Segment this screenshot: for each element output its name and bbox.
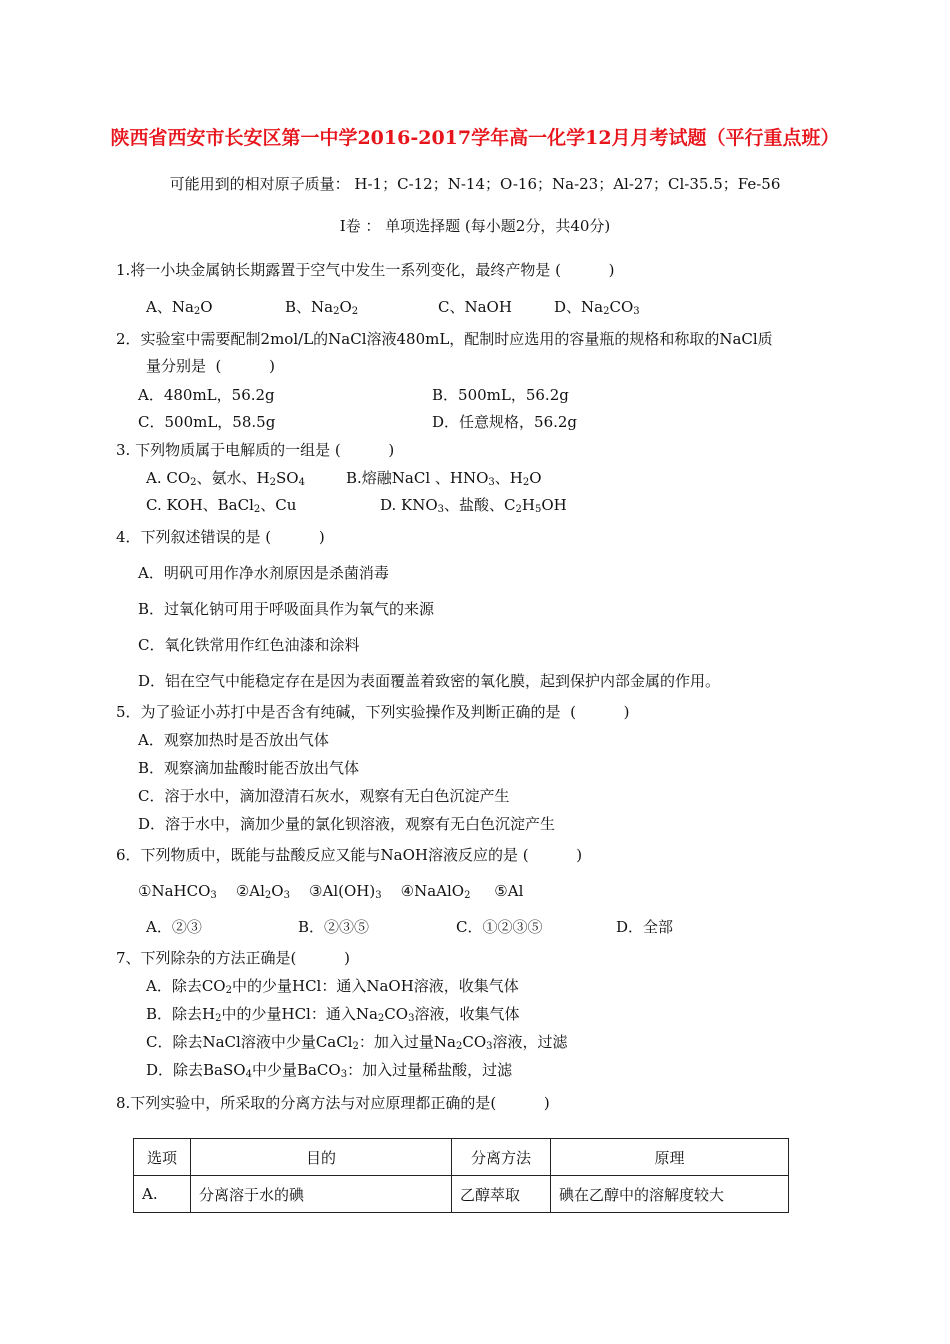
table-cell: A.: [134, 1176, 191, 1213]
question-7-option-b: B．除去$H_2$中的少量HCl：通入$Na_2CO_3$溶液，收集气体: [146, 1005, 520, 1024]
question-6-option-d: D．全部: [616, 918, 674, 936]
table-header-row: [134, 1139, 789, 1176]
question-6-option-c: C．①②③⑤: [456, 918, 543, 936]
question-5-option-d: D．溶于水中，滴加少量的氯化钡溶液，观察有无白色沉淀产生: [138, 815, 556, 833]
table-cell: 分离溶于水的碘: [191, 1176, 452, 1213]
separation-table: [133, 1138, 789, 1213]
section-heading: Ⅰ卷 ： 单项选择题 (每小题2分，共40分): [339, 217, 611, 235]
table-header-cell: 原理: [551, 1139, 789, 1176]
question-5-option-c: C．溶于水中，滴加澄清石灰水，观察有无白色沉淀产生: [138, 787, 510, 805]
question-3-option-d: D. $KNO_3$、盐酸、$C_2H_5OH$: [380, 496, 567, 515]
question-5-option-a: A．观察加热时是否放出气体: [138, 731, 329, 749]
question-6-option-b: B．②③⑤: [298, 918, 370, 936]
question-3-option-b: B.熔融NaCl 、$HNO_3$、$H_2O$: [346, 469, 542, 488]
question-2-option-c: C．500mL，58.5g: [138, 413, 276, 431]
question-3-option-c: C. KOH、BaCl$_2$、Cu: [146, 496, 297, 515]
question-6-option-a: A．②③: [146, 918, 202, 936]
atomic-masses: 可能用到的相对原子质量： H-1；C-12；N-14；O-16；Na-23；Al-27；Cl-35.5；Fe-56: [169, 175, 781, 193]
question-7-stem: 7、下列除杂的方法正确是( ): [116, 949, 350, 967]
question-2-stem-cont: 量分别是 ( ): [146, 357, 275, 375]
page-title: 陕西省西安市长安区第一中学2016-2017学年高一化学12月月考试题（平行重点班）: [110, 127, 840, 149]
table-header-cell: 选项: [134, 1139, 191, 1176]
question-3-stem: 3. 下列物质属于电解质的一组是 ( ): [116, 441, 395, 459]
question-1-option-d: D、$Na_2CO_3$: [554, 298, 640, 317]
question-1-option-c: C、NaOH: [438, 298, 512, 316]
question-5-option-b: B．观察滴加盐酸时能否放出气体: [138, 759, 360, 777]
question-3-option-a: A. $CO_2$、氨水、$H_2SO_4$: [146, 469, 305, 488]
table-header-cell: 目的: [191, 1139, 452, 1176]
question-1-stem: 1.将一小块金属钠长期露置于空气中发生一系列变化，最终产物是 ( ): [116, 261, 615, 279]
question-7-option-d: D．除去BaSO$_4$中少量BaCO$_3$：加入过量稀盐酸，过滤: [146, 1061, 513, 1080]
question-2-stem: 2．实验室中需要配制2mol/L的NaCl溶液480mL，配制时应选用的容量瓶的规格和称取的NaCl质: [116, 330, 773, 348]
question-5-stem: 5．为了验证小苏打中是否含有纯碱，下列实验操作及判断正确的是 ( ): [116, 703, 630, 721]
question-8-stem: 8.下列实验中，所采取的分离方法与对应原理都正确的是( ): [116, 1094, 550, 1112]
question-2-option-d: D．任意规格，56.2g: [432, 413, 578, 431]
question-4-option-c: C．氧化铁常用作红色油漆和涂料: [138, 636, 360, 654]
question-1-option-a: A、$Na_2O$: [146, 298, 213, 317]
table-header-cell: 分离方法: [452, 1139, 551, 1176]
question-4-stem: 4．下列叙述错误的是 ( ): [116, 528, 325, 546]
question-2-option-b: B．500mL，56.2g: [432, 386, 569, 404]
question-6-stem: 6．下列物质中，既能与盐酸反应又能与NaOH溶液反应的是 ( ): [116, 846, 583, 864]
question-7-option-c: C．除去NaCl溶液中少量CaCl$_2$：加入过量$Na_2CO_3$溶液，过滤: [146, 1033, 568, 1052]
question-7-option-a: A．除去$CO_2$中的少量HCl：通入NaOH溶液，收集气体: [146, 977, 519, 996]
question-1-option-b: B、$Na_2O_2$: [285, 298, 359, 317]
question-4-option-a: A．明矾可用作净水剂原因是杀菌消毒: [138, 564, 389, 582]
question-6-substances: ①NaHCO$_3$ $②Al_2O_3$ $③Al(OH)_3$ ④NaAlO$_2$ ⑤Al: [138, 882, 524, 901]
table-cell: 碘在乙醇中的溶解度较大: [551, 1176, 789, 1213]
table-cell: 乙醇萃取: [452, 1176, 551, 1213]
table-row: [134, 1176, 789, 1213]
question-2-option-a: A．480mL，56.2g: [138, 386, 275, 404]
question-4-option-b: B．过氧化钠可用于呼吸面具作为氧气的来源: [138, 600, 435, 618]
question-4-option-d: D．铝在空气中能稳定存在是因为表面覆盖着致密的氧化膜，起到保护内部金属的作用。: [138, 672, 721, 690]
